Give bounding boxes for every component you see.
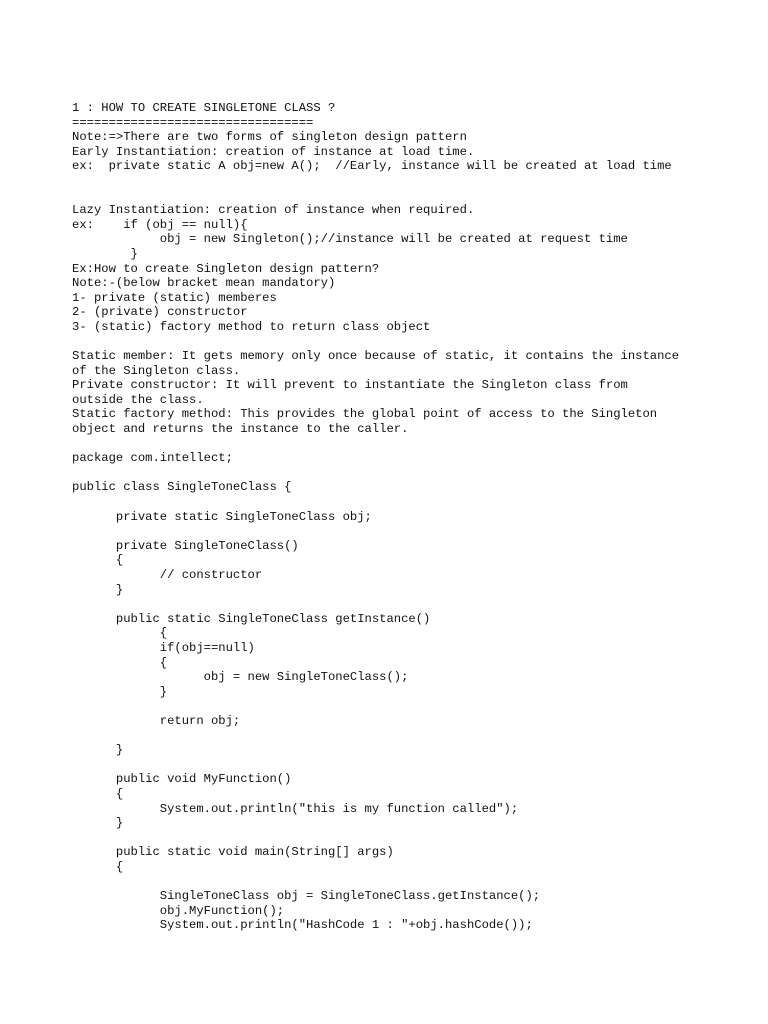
document-line: return obj; <box>72 713 241 728</box>
document-line: Note:-(below bracket mean mandatory) <box>72 276 336 291</box>
document-line: private static SingleToneClass obj; <box>72 509 372 524</box>
document-line: Early Instantiation: creation of instance at load time. <box>72 144 475 159</box>
document-line <box>72 758 752 773</box>
document-line: { <box>72 859 124 874</box>
document-line: public static SingleToneClass getInstance() <box>72 611 431 626</box>
document-line: { <box>72 786 124 801</box>
document-line <box>72 597 752 612</box>
document-line: // constructor <box>72 568 263 582</box>
document-line <box>72 729 752 744</box>
document-line: { <box>72 553 124 568</box>
document-line: obj = new SingleToneClass(); <box>72 670 409 685</box>
document-line: } <box>72 816 124 831</box>
document-line <box>72 831 752 846</box>
document-line: { <box>72 655 168 670</box>
document-line: public static void main(String[] args) <box>72 845 394 860</box>
document-line: 3- (static) factory method to return class object <box>72 319 431 334</box>
document-line: public void MyFunction() <box>72 772 292 787</box>
document-line: obj = new Singleton();//instance will be created at request time <box>72 232 628 247</box>
document-line: } <box>72 246 138 261</box>
document-line: outside the class. <box>72 392 204 407</box>
document-line: of the Singleton class. <box>72 363 241 378</box>
document-line: System.out.println("this is my function called"); <box>72 801 519 816</box>
document-line: { <box>72 626 168 641</box>
document-line <box>72 437 752 452</box>
document-line: private SingleToneClass() <box>72 538 299 553</box>
document-line: package com.intellect; <box>72 451 233 466</box>
document-line: 1- private (static) memberes <box>72 290 277 305</box>
document-line <box>72 189 752 204</box>
document-line: System.out.println("HashCode 1 : "+obj.hashCode()); <box>72 918 533 933</box>
document-line <box>72 174 752 189</box>
document-line: obj.MyFunction(); <box>72 903 285 918</box>
document-line <box>72 874 752 889</box>
document-line: public class SingleToneClass { <box>72 480 292 495</box>
document-line: ex: private static A obj=new A(); //Early, instance will be created at load time <box>72 159 672 174</box>
document-line <box>72 466 752 481</box>
document-line: if(obj==null) <box>72 640 255 655</box>
document-line: ================================= <box>72 115 314 130</box>
document-line: } <box>72 582 124 597</box>
document-line: Ex:How to create Singleton design pattern? <box>72 261 380 276</box>
document-line: Private constructor: It will prevent to instantiate the Singleton class from <box>72 378 628 393</box>
document-line: Lazy Instantiation: creation of instance when required. <box>72 203 475 218</box>
document-line: } <box>72 684 168 699</box>
document-line: 1 : HOW TO CREATE SINGLETONE CLASS ? <box>72 101 336 115</box>
document-line: object and returns the instance to the caller. <box>72 422 409 437</box>
document-line: Note:=>There are two forms of singleton design pattern <box>72 130 467 145</box>
document-text <box>72 101 752 933</box>
document-line <box>72 495 752 510</box>
document-line: Static member: It gets memory only once because of static, it contains the instance <box>72 349 680 364</box>
document-line: 2- (private) constructor <box>72 305 248 320</box>
document-line <box>72 335 752 350</box>
document-line: Static factory method: This provides the global point of access to the Singleton <box>72 407 658 422</box>
document-line: ex: if (obj == null){ <box>72 217 248 232</box>
document-line: SingleToneClass obj = SingleToneClass.getInstance(); <box>72 889 541 904</box>
document-line <box>72 524 752 539</box>
document-line: } <box>72 743 124 758</box>
document-line <box>72 699 752 714</box>
